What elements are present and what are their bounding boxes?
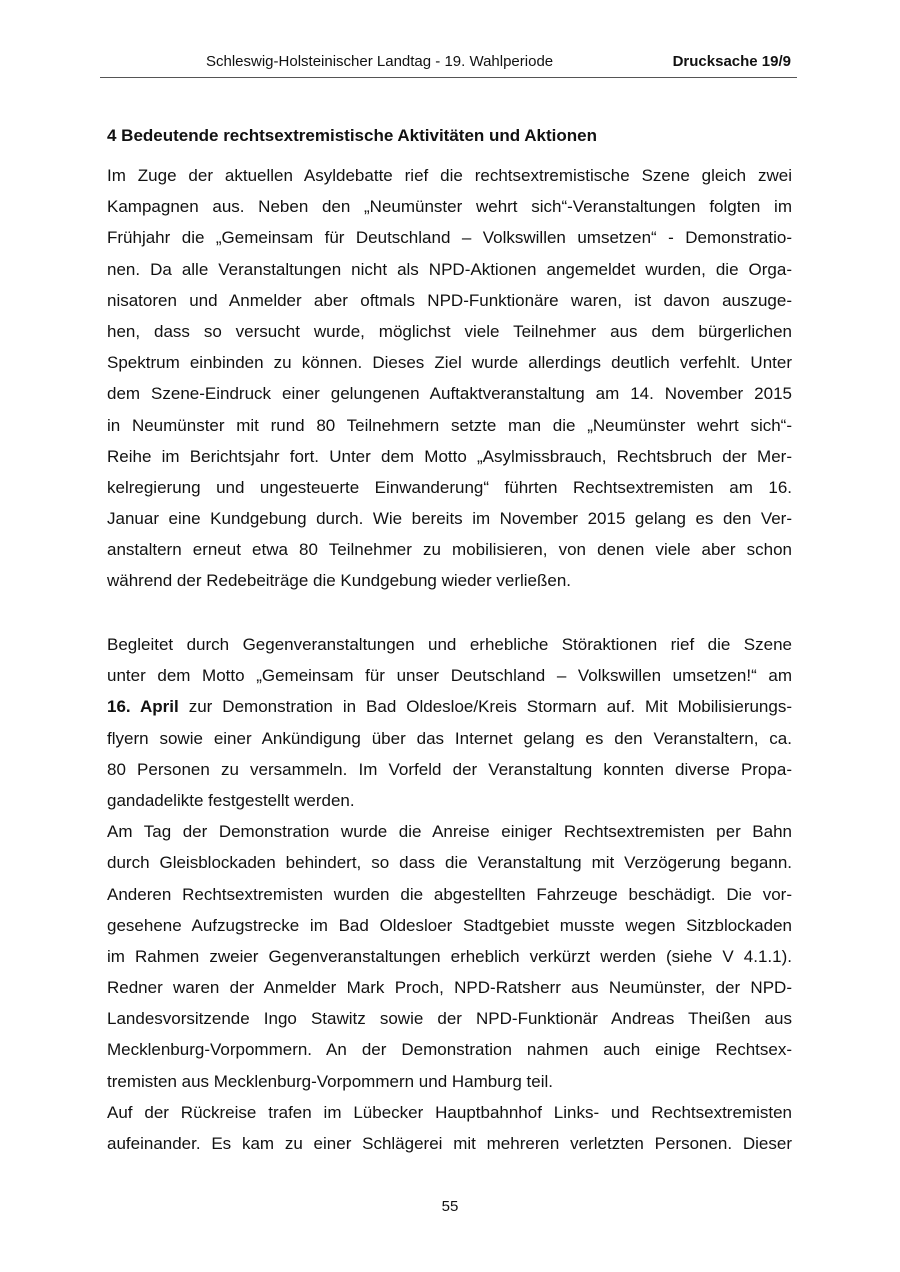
- text-line: im Rahmen zweier Gegenveranstaltungen erheblich verkürzt werden (siehe V 4.1.1).: [107, 946, 792, 966]
- text-line: anstaltern erneut etwa 80 Teilnehmer zu mobilisieren, von denen viele aber schon: [107, 540, 792, 560]
- text-line: Januar eine Kundgebung durch. Wie bereits im November 2015 gelang es den Ver-: [107, 509, 792, 529]
- text-line: Reihe im Berichtsjahr fort. Unter dem Motto „Asylmissbrauch, Rechtsbruch der Mer-: [107, 446, 792, 466]
- page-number: 55: [441, 1198, 459, 1215]
- text-line: tremisten aus Mecklenburg-Vorpommern und Hamburg teil.: [107, 1071, 553, 1091]
- text-fragment: zur Demonstration in Bad Oldesloe/Kreis Stormarn auf. Mit Mobilisierungs-: [178, 697, 793, 717]
- text-line: gandadelikte festgestellt werden.: [107, 790, 355, 810]
- text-line: Frühjahr die „Gemeinsam für Deutschland – Volkswillen umsetzen“ - Demonstratio-: [107, 228, 792, 248]
- text-line: flyern sowie einer Ankündigung über das Internet gelang es den Veranstaltern, ca.: [107, 728, 792, 748]
- header-doc-number: Drucksache 19/9: [672, 53, 791, 70]
- date-emphasis: 16. April: [107, 697, 179, 717]
- text-line: nen. Da alle Veranstaltungen nicht als NPD-Aktionen angemeldet wurden, die Orga-: [107, 259, 792, 279]
- text-line: Begleitet durch Gegenveranstaltungen und erhebliche Störaktionen rief die Szene: [107, 635, 792, 654]
- text-line: aufeinander. Es kam zu einer Schlägerei mit mehreren verletzten Personen. Dieser: [107, 1134, 792, 1153]
- text-line: Im Zuge der aktuellen Asyldebatte rief die rechtsextremistische Szene gleich zwei: [107, 166, 792, 185]
- text-line: Redner waren der Anmelder Mark Proch, NPD-Ratsherr aus Neumünster, der NPD-: [107, 978, 792, 998]
- text-line: Anderen Rechtsextremisten wurden die abgestellten Fahrzeuge beschädigt. Die vor-: [107, 884, 792, 904]
- text-line: Landesvorsitzende Ingo Stawitz sowie der NPD-Funktionär Andreas Theißen aus: [107, 1009, 792, 1029]
- text-line: kelregierung und ungesteuerte Einwanderung“ führten Rechtsextremisten am 16.: [107, 477, 792, 497]
- page-header: [100, 51, 797, 78]
- text-line: Kampagnen aus. Neben den „Neumünster wehrt sich“-Veranstaltungen folgten im: [107, 197, 792, 217]
- text-line: hen, dass so versucht wurde, möglichst viele Teilnehmer aus dem bürgerlichen: [107, 321, 792, 341]
- text-line: gesehene Aufzugstrecke im Bad Oldesloer Stadtgebiet musste wegen Sitzblockaden: [107, 915, 792, 935]
- text-line: während der Redebeiträge die Kundgebung wieder verließen.: [107, 571, 572, 591]
- header-title: Schleswig-Holsteinischer Landtag - 19. Wahlperiode: [206, 53, 554, 70]
- paragraph-1: [107, 160, 792, 597]
- text-line: Mecklenburg-Vorpommern. An der Demonstration nahmen auch einige Rechtsex-: [107, 1040, 792, 1060]
- text-line: nisatoren und Anmelder aber oftmals NPD-Funktionäre waren, ist davon auszuge-: [107, 290, 792, 310]
- text-line: in Neumünster mit rund 80 Teilnehmern setzte man die „Neumünster wehrt sich“-: [107, 415, 792, 435]
- text-line: [107, 691, 792, 722]
- text-line: 80 Personen zu versammeln. Im Vorfeld der Veranstaltung konnten diverse Propa-: [107, 759, 792, 779]
- text-line: durch Gleisblockaden behindert, so dass die Veranstaltung mit Verzögerung begann.: [107, 853, 792, 873]
- section-heading: 4 Bedeutende rechtsextremistische Aktivitäten und Aktionen: [107, 126, 597, 145]
- text-line: unter dem Motto „Gemeinsam für unser Deutschland – Volkswillen umsetzen!“ am: [107, 666, 792, 686]
- text-line: Auf der Rückreise trafen im Lübecker Hauptbahnhof Links- und Rechtsextremisten: [107, 1102, 792, 1122]
- paragraph-2: [107, 629, 792, 1159]
- text-line: Spektrum einbinden zu können. Dieses Ziel wurde allerdings deutlich verfehlt. Unter: [107, 353, 792, 373]
- text-line: dem Szene-Eindruck einer gelungenen Auftaktveranstaltung am 14. November 2015: [107, 384, 792, 404]
- text-line: Am Tag der Demonstration wurde die Anreise einiger Rechtsextremisten per Bahn: [107, 822, 792, 842]
